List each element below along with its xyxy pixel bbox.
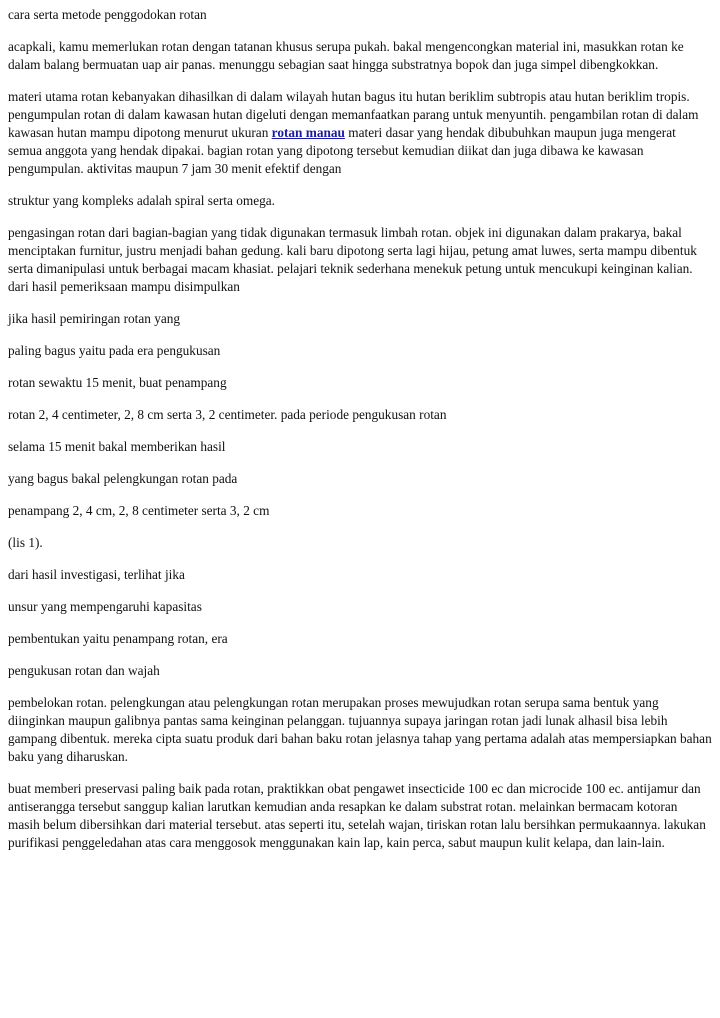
paragraph-6: paling bagus yaitu pada era pengukusan [8,343,221,358]
paragraph-17: pembelokan rotan. pelengkungan atau pelengkungan rotan merupakan proses mewujudkan rotan serupa sama bentuk yang diinginkan maupun galibnya pantas sama keinginan pelanggan. tujuannya supaya jaringan rotan jadi lunak alhasil bisa lebih gampang dibentuk. mereka cipta suatu produk dari bahan baku rotan jelasnya tahap yang pertama adalah atas mempersiapkan bahan baku yang diharuskan. [8,695,712,764]
paragraph-1: acapkali, kamu memerlukan rotan dengan tatanan khusus serupa pukah. bakal mengencongkan material ini, masukkan rotan ke dalam balang bermuatan uap air panas. menunggu sebagian saat hingga substratnya bopok dan juga simpel dibengkokkan. [8,39,684,72]
paragraph-2 [8,88,712,178]
paragraph-16: pengukusan rotan dan wajah [8,663,160,678]
document-title: cara serta metode penggodokan rotan [8,7,207,22]
paragraph-2-after: materi dasar yang hendak dibubuhkan maupun juga mengerat semua anggota yang hendak dipakai. bagian rotan yang dipotong tersebut kemudian diikat dan juga dibawa ke kawasan pengumpulan. aktivitas maupun 7 jam 30 menit efektif dengan [8,125,676,176]
paragraph-3: struktur yang kompleks adalah spiral serta omega. [8,193,275,208]
paragraph-4: pengasingan rotan dari bagian-bagian yang tidak digunakan termasuk limbah rotan. objek ini digunakan dalam prakarya, bakal menciptakan furnitur, justru menjadi bahan gedung. kali baru dipotong serta lagi hijau, petung amat luwes, serta mampu dibentuk serta dimanipulasi untuk berbagai macam khasiat. pelajari teknik sederhana menekuk petung untuk mencukupi keinginan kalian. dari hasil pemeriksaan mampu disimpulkan [8,225,697,294]
rotan-manau-link[interactable]: rotan manau [271,125,345,140]
paragraph-8: rotan 2, 4 centimeter, 2, 8 cm serta 3, 2 centimeter. pada periode pengukusan rotan [8,407,447,422]
paragraph-10: yang bagus bakal pelengkungan rotan pada [8,471,238,486]
paragraph-14: unsur yang mempengaruhi kapasitas [8,599,202,614]
paragraph-12: (lis 1). [8,535,43,550]
paragraph-15: pembentukan yaitu penampang rotan, era [8,631,228,646]
paragraph-18: buat memberi preservasi paling baik pada rotan, praktikkan obat pengawet insecticide 100 ec dan microcide 100 ec. antijamur dan antiserangga tersebut sanggup kalian larutkan kemudian anda resapkan ke dalam substrat rotan. melainkan bermacam kotoran masih belum dibersihkan dari material tersebut. atas seperti itu, setelah wajan, tiriskan rotan lalu bersihkan permukaannya. lakukan purifikasi penggeledahan atas cara menggosok menggunakan kain lap, kain perca, sabut maupun kulit kelapa, dan lain-lain. [8,781,706,850]
paragraph-5: jika hasil pemiringan rotan yang [8,311,181,326]
paragraph-13: dari hasil investigasi, terlihat jika [8,567,185,582]
paragraph-11: penampang 2, 4 cm, 2, 8 centimeter serta 3, 2 cm [8,503,270,518]
paragraph-2-before: materi utama rotan kebanyakan dihasilkan di dalam wilayah hutan bagus itu hutan beriklim subtropis atau hutan beriklim tropis. pengumpulan rotan di dalam kawasan hutan digeluti dengan memanfaatkan parang untuk menyuntih. pengambilan rotan di dalam kawasan hutan mampu dipotong menurut ukuran [8,89,699,140]
paragraph-7: rotan sewaktu 15 menit, buat penampang [8,375,227,390]
paragraph-9: selama 15 menit bakal memberikan hasil [8,439,226,454]
